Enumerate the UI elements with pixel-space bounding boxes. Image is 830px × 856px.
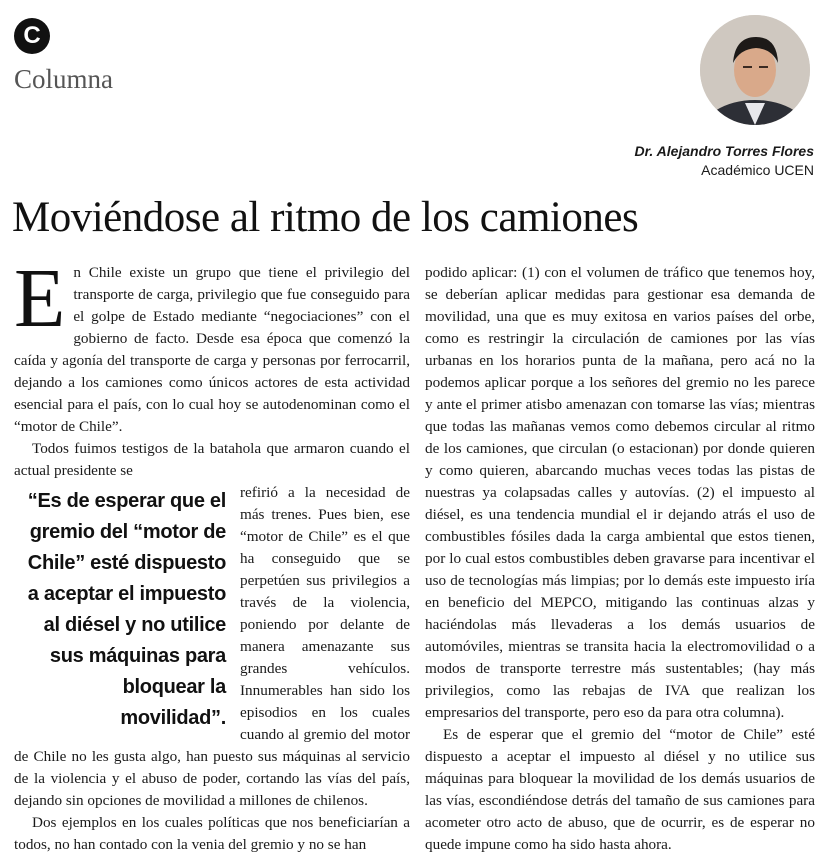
- paragraph-1: [14, 252, 410, 438]
- paragraph-4: podido aplicar: (1) con el volumen de tráfico que tenemos hoy, se deberían aplicar medidas para gestionar esa demanda de movilidad, una que es muy exitosa en varios países del orbe, como es restringir la circulación de camiones por las vías urbanas en los horarios punta de la mañana, pero acá no la podemos aplicar porque a los señores del gremio no les parece y ante el primer atisbo amenazan con tomarse las vías; mientras que todas las mañanas vemos como debemos circular al ritmo de los camiones, que circulan (o estacionan) por donde quieren y como quieren, abarcando muchas veces todas las pistas de nuestras ya colapsadas calles y autovías. (2) el impuesto al diésel, es una tendencia mundial el ir dejando atrás el uso de combustibles fósiles dada la carga ambiental que estos tienen, por lo cual estos combustibles deben gravarse para incentivar el uso de tecnologías más limpias; por lo demás este impuesto iría en beneficio del MEPCO, mitigando las continuas alzas y haciéndolas más llevaderas a los demás usuarios de automóviles, mientras se transita hacia la electromovilidad o a modos de transporte terrestre más sustentables; (hay más privilegios, como las rebajas de IVA que realizan los empresarios del transporte, pero eso da para otra columna).: [425, 264, 815, 721]
- paragraph-3: Dos ejemplos en los cuales políticas que nos beneficiarían a todos, no han contado con la venia del gremio y no se han: [14, 814, 410, 853]
- pullquote-block: [14, 482, 410, 812]
- column-left: [14, 252, 410, 856]
- paragraph-1-text: n Chile existe un grupo que tiene el privilegio del transporte de carga, privilegio que fue conseguido para el golpe de Estado mediante “negociaciones” con el gobierno de facto. Desde esa época que comenzó la caída y agonía del transporte de carga y personas por ferrocarril, dejando a los camiones como únicos actores de esta actividad esencial para el país, con lo cual hoy se autodenominan como el “motor de Chile”.: [14, 264, 410, 435]
- author-name: Dr. Alejandro Torres Flores: [634, 143, 814, 159]
- section-label: Columna: [14, 64, 113, 94]
- drop-cap: E: [14, 252, 66, 345]
- author-role: Académico UCEN: [701, 162, 814, 178]
- paragraph-2-body: refirió a la necesidad de más trenes. Pues bien, ese “motor de Chile” es el que ha conseguido que se perpetúen sus privilegios a través de la violencia, poniendo por delante de manera amenazante sus grandes vehículos. Innumerables han sido los episodios en los cuales cuando al gremio del motor de Chile no les gusta algo, han puesto sus máquinas al servicio de la violencia y el abuso de poder, cortando las vías del país, dejando sin opciones de movilidad a millones de chilenos.: [14, 484, 410, 809]
- paragraph-2-lead: Todos fuimos testigos de la batahola que armaron cuando el actual presidente se: [14, 440, 410, 479]
- author-photo: [700, 15, 810, 125]
- column-badge: C: [14, 18, 50, 54]
- column-right: [425, 262, 815, 856]
- pullquote: “Es de esperar que el gremio del “motor de Chile” esté dispuesto a aceptar el impuesto al diésel y no utilice sus máquinas para bloquear la movilidad”.: [27, 490, 226, 729]
- author-byline: [635, 142, 814, 180]
- paragraph-5: Es de esperar que el gremio del “motor de Chile” esté dispuesto a aceptar el impuesto al diésel y no utilice sus máquinas para bloquear la movilidad de los demás usuarios de las vías, escondiéndose detrás del tamaño de sus camiones para acometer otro acto de abuso, que de ocurrir, es de esperar no quede impune como ha sido hasta ahora.: [425, 726, 815, 853]
- article-headline: Moviéndose al ritmo de los camiones: [12, 194, 639, 241]
